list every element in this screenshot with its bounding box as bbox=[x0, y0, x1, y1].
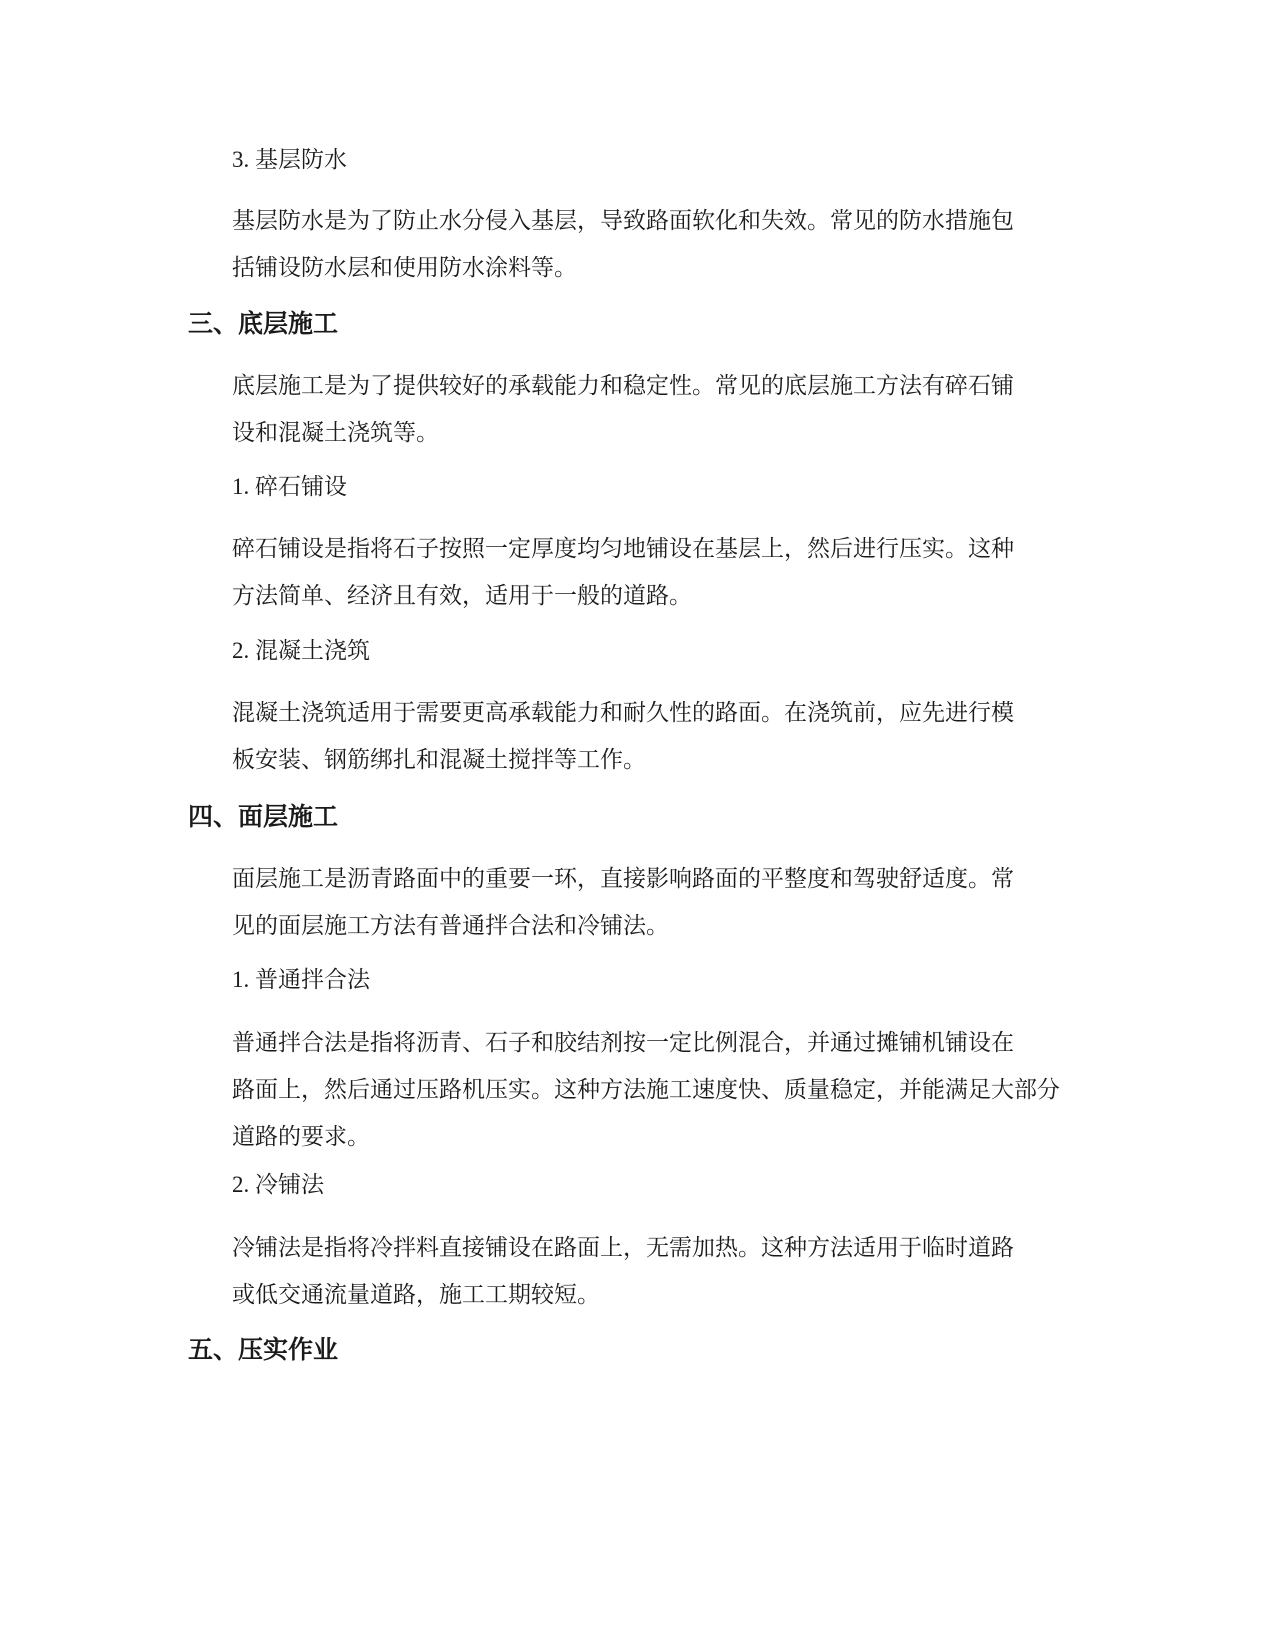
paragraph-line: 冷铺法是指将冷拌料直接铺设在路面上，无需加热。这种方法适用于临时道路 bbox=[232, 1235, 1014, 1260]
paragraph-line: 混凝土浇筑适用于需要更高承载能力和耐久性的路面。在浇筑前，应先进行模 bbox=[232, 700, 1014, 725]
paragraph bbox=[188, 362, 1088, 456]
paragraph-line: 碎石铺设是指将石子按照一定厚度均匀地铺设在基层上，然后进行压实。这种 bbox=[232, 536, 1014, 561]
paragraph-line: 基层防水是为了防止水分侵入基层，导致路面软化和失效。常见的防水措施包 bbox=[232, 208, 1014, 233]
paragraph bbox=[188, 1019, 1088, 1160]
paragraph bbox=[188, 525, 1088, 619]
list-item-heading: 2. 冷铺法 bbox=[232, 1172, 324, 1197]
paragraph bbox=[188, 855, 1088, 949]
paragraph-line: 道路的要求。 bbox=[232, 1124, 370, 1149]
paragraph-line: 路面上，然后通过压路机压实。这种方法施工速度快、质量稳定，并能满足大部分 bbox=[232, 1077, 1060, 1102]
paragraph-line: 或低交通流量道路，施工工期较短。 bbox=[232, 1282, 600, 1307]
paragraph-line: 板安装、钢筋绑扎和混凝土搅拌等工作。 bbox=[232, 747, 646, 772]
paragraph bbox=[188, 197, 1088, 291]
list-item-heading: 2. 混凝土浇筑 bbox=[232, 638, 370, 663]
section-heading: 四、面层施工 bbox=[188, 804, 339, 831]
paragraph bbox=[188, 1224, 1088, 1318]
section-heading: 五、压实作业 bbox=[188, 1337, 339, 1364]
paragraph-line: 括铺设防水层和使用防水涂料等。 bbox=[232, 255, 577, 280]
paragraph-line: 底层施工是为了提供较好的承载能力和稳定性。常见的底层施工方法有碎石铺 bbox=[232, 373, 1014, 398]
section-heading: 三、底层施工 bbox=[188, 311, 339, 338]
paragraph bbox=[188, 689, 1088, 783]
list-item-heading: 1. 碎石铺设 bbox=[232, 474, 347, 499]
list-item-heading: 3. 基层防水 bbox=[232, 147, 347, 172]
paragraph-line: 普通拌合法是指将沥青、石子和胶结剂按一定比例混合，并通过摊铺机铺设在 bbox=[232, 1030, 1014, 1055]
paragraph-line: 面层施工是沥青路面中的重要一环，直接影响路面的平整度和驾驶舒适度。常 bbox=[232, 866, 1014, 891]
paragraph-line: 方法简单、经济且有效，适用于一般的道路。 bbox=[232, 583, 692, 608]
paragraph-line: 见的面层施工方法有普通拌合法和冷铺法。 bbox=[232, 913, 669, 938]
paragraph-line: 设和混凝土浇筑等。 bbox=[232, 420, 439, 445]
list-item-heading: 1. 普通拌合法 bbox=[232, 967, 370, 992]
